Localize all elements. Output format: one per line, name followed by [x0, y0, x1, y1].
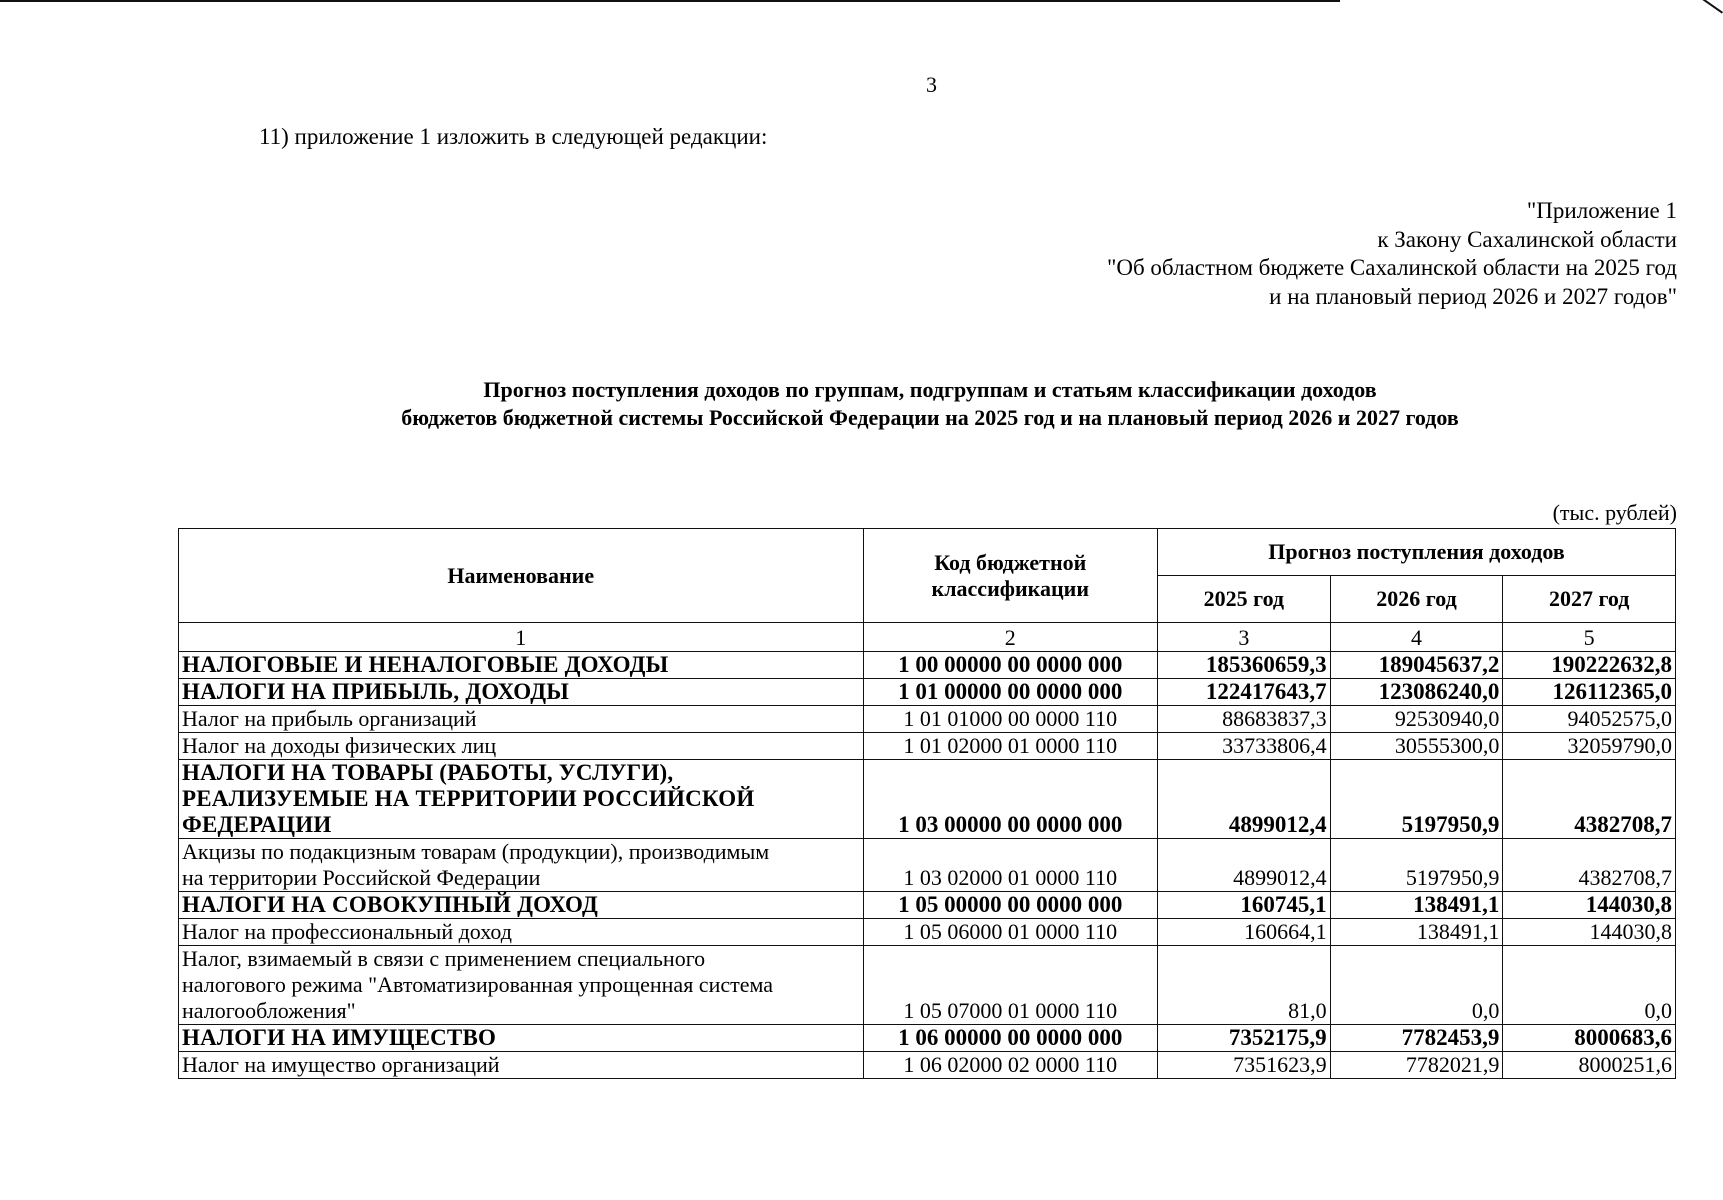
table-row [179, 892, 1676, 919]
column-number-row [179, 623, 1676, 652]
row-code: 1 01 02000 01 0000 110 [863, 733, 1158, 760]
row-name-line: налогового режима "Автоматизированная упрощенная система [182, 972, 774, 997]
row-value-2027: 144030,8 [1503, 892, 1676, 919]
row-value-2026: 189045637,2 [1330, 652, 1503, 679]
header-2026: 2026 год [1330, 576, 1503, 623]
appendix-line-2: к Закону Сахалинской области [1377, 226, 1677, 252]
table-row [179, 919, 1676, 946]
row-code: 1 03 00000 00 0000 000 [863, 760, 1158, 839]
table-row [179, 1025, 1676, 1052]
units-label: (тыс. рублей) [1552, 500, 1677, 525]
scan-corner-mark [1673, 0, 1723, 14]
row-code: 1 06 02000 02 0000 110 [863, 1052, 1158, 1079]
header-forecast: Прогноз поступления доходов [1158, 529, 1676, 576]
row-value-2027: 4382708,7 [1503, 839, 1676, 892]
table-row [179, 839, 1676, 892]
row-value-2027: 126112365,0 [1503, 679, 1676, 706]
title-line-2: бюджетов бюджетной системы Российской Федерации на 2025 год и на плановый период 2026 и 2027 годов [401, 405, 1459, 430]
table-row [179, 652, 1676, 679]
row-code: 1 06 00000 00 0000 000 [863, 1025, 1158, 1052]
document-title [160, 376, 1700, 432]
row-name-line: налогообложения" [182, 998, 356, 1023]
row-name-line: Налог, взимаемый в связи с применением специального [182, 946, 706, 971]
row-value-2025: 185360659,3 [1158, 652, 1331, 679]
table-row [179, 946, 1676, 1025]
row-value-2025: 88683837,3 [1158, 706, 1331, 733]
row-value-2026: 7782453,9 [1330, 1025, 1503, 1052]
row-value-2027: 94052575,0 [1503, 706, 1676, 733]
row-code: 1 00 00000 00 0000 000 [863, 652, 1158, 679]
row-name [179, 839, 864, 892]
row-name: Налог на доходы физических лиц [179, 733, 864, 760]
row-name: НАЛОГИ НА ПРИБЫЛЬ, ДОХОДЫ [179, 679, 864, 706]
column-number: 3 [1158, 623, 1331, 652]
row-code: 1 05 07000 01 0000 110 [863, 946, 1158, 1025]
title-line-1: Прогноз поступления доходов по группам, подгруппам и статьям классификации доходов [483, 377, 1377, 402]
row-name: Налог на имущество организаций [179, 1052, 864, 1079]
column-number: 5 [1503, 623, 1676, 652]
row-name: Налог на прибыль организаций [179, 706, 864, 733]
row-name [179, 946, 864, 1025]
row-value-2027: 190222632,8 [1503, 652, 1676, 679]
row-value-2025: 81,0 [1158, 946, 1331, 1025]
row-value-2026: 92530940,0 [1330, 706, 1503, 733]
row-name: НАЛОГИ НА СОВОКУПНЫЙ ДОХОД [179, 892, 864, 919]
row-code: 1 03 02000 01 0000 110 [863, 839, 1158, 892]
row-name: НАЛОГИ НА ИМУЩЕСТВО [179, 1025, 864, 1052]
table-row [179, 733, 1676, 760]
row-name-line: на территории Российской Федерации [182, 865, 541, 890]
budget-table [178, 528, 1676, 1079]
row-value-2025: 160745,1 [1158, 892, 1331, 919]
appendix-line-1: "Приложение 1 [1526, 198, 1677, 223]
row-name-line: Акцизы по подакцизным товарам (продукции), производимым [182, 839, 770, 864]
row-value-2025: 4899012,4 [1158, 839, 1331, 892]
row-value-2025: 4899012,4 [1158, 760, 1331, 839]
row-value-2025: 122417643,7 [1158, 679, 1331, 706]
column-number: 4 [1330, 623, 1503, 652]
row-value-2026: 123086240,0 [1330, 679, 1503, 706]
row-value-2027: 8000251,6 [1503, 1052, 1676, 1079]
column-number: 2 [863, 623, 1158, 652]
row-value-2026: 7782021,9 [1330, 1052, 1503, 1079]
row-value-2027: 144030,8 [1503, 919, 1676, 946]
row-code: 1 01 01000 00 0000 110 [863, 706, 1158, 733]
column-number: 1 [179, 623, 864, 652]
row-value-2026: 30555300,0 [1330, 733, 1503, 760]
header-2027: 2027 год [1503, 576, 1676, 623]
page-number: 3 [926, 72, 937, 97]
row-value-2026: 0,0 [1330, 946, 1503, 1025]
header-2025: 2025 год [1158, 576, 1331, 623]
row-value-2025: 7352175,9 [1158, 1025, 1331, 1052]
row-value-2025: 7351623,9 [1158, 1052, 1331, 1079]
header-name: Наименование [179, 529, 864, 623]
row-name-line: ФЕДЕРАЦИИ [182, 812, 332, 837]
row-name-line: РЕАЛИЗУЕМЫЕ НА ТЕРРИТОРИИ РОССИЙСКОЙ [182, 786, 755, 811]
row-value-2026: 138491,1 [1330, 892, 1503, 919]
row-value-2027: 32059790,0 [1503, 733, 1676, 760]
top-edge-line [0, 0, 1340, 2]
row-value-2026: 138491,1 [1330, 919, 1503, 946]
table-row [179, 1052, 1676, 1079]
table-row [179, 706, 1676, 733]
appendix-line-3: "Об областном бюджете Сахалинской области на 2025 год [1106, 255, 1677, 280]
appendix-line-4: и на плановый период 2026 и 2027 годов" [1269, 283, 1677, 309]
row-name: Налог на профессиональный доход [179, 919, 864, 946]
row-value-2027: 4382708,7 [1503, 760, 1676, 839]
row-value-2026: 5197950,9 [1330, 760, 1503, 839]
intro-text: 11) приложение 1 изложить в следующей редакции: [259, 124, 768, 149]
row-value-2027: 0,0 [1503, 946, 1676, 1025]
row-value-2027: 8000683,6 [1503, 1025, 1676, 1052]
table-row [179, 679, 1676, 706]
row-name-line: НАЛОГИ НА ТОВАРЫ (РАБОТЫ, УСЛУГИ), [182, 760, 674, 785]
row-value-2025: 33733806,4 [1158, 733, 1331, 760]
row-code: 1 01 00000 00 0000 000 [863, 679, 1158, 706]
table-row [179, 760, 1676, 839]
row-name: НАЛОГОВЫЕ И НЕНАЛОГОВЫЕ ДОХОДЫ [179, 652, 864, 679]
row-code: 1 05 00000 00 0000 000 [863, 892, 1158, 919]
row-name [179, 760, 864, 839]
row-value-2025: 160664,1 [1158, 919, 1331, 946]
appendix-header [777, 197, 1677, 311]
header-code: Код бюджетной классификации [863, 529, 1158, 623]
row-value-2026: 5197950,9 [1330, 839, 1503, 892]
row-code: 1 05 06000 01 0000 110 [863, 919, 1158, 946]
